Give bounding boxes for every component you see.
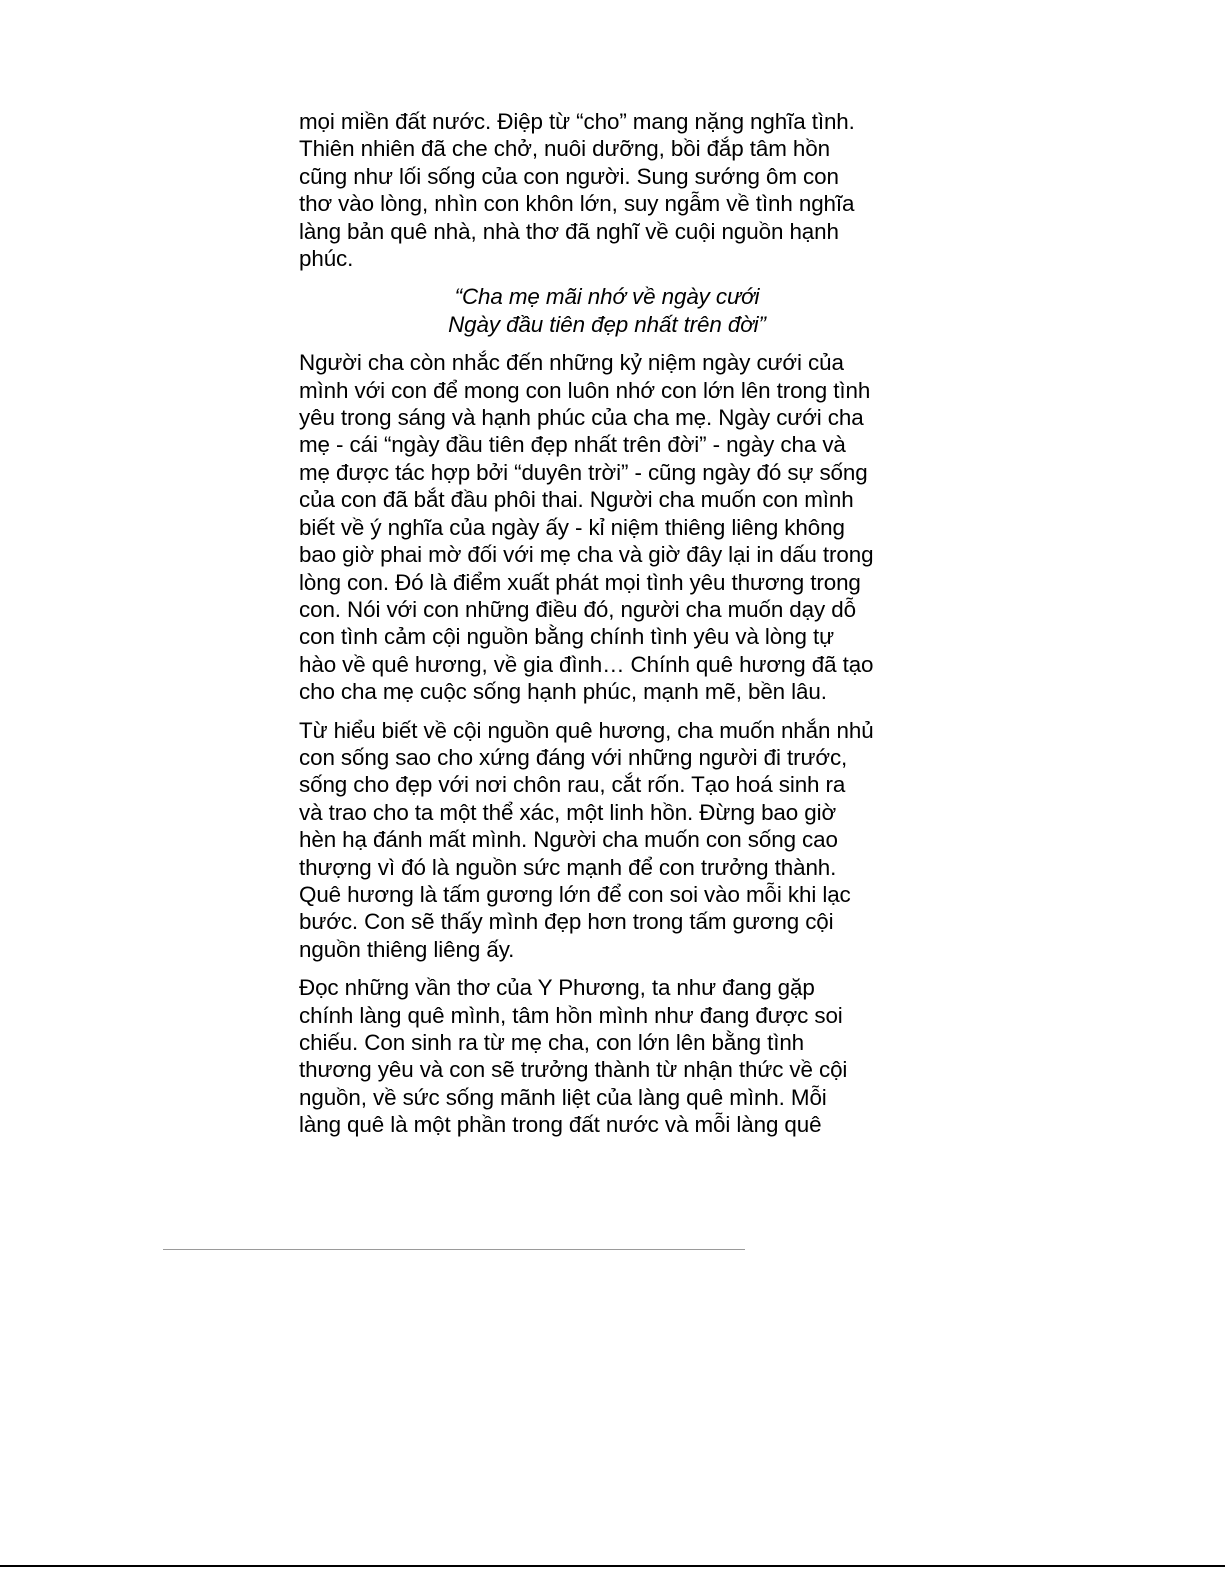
footnote-divider — [163, 1249, 745, 1250]
verse-quote: “Cha mẹ mãi nhớ về ngày cưới Ngày đầu tiên đẹp nhất trên đời” — [448, 284, 766, 337]
body-text — [299, 108, 927, 1150]
paragraph-2: Người cha còn nhắc đến những kỷ niệm ngày cưới của mình với con để mong con luôn nhớ con lớn lên trong tình yêu trong sáng và hạnh phúc của cha mẹ. Ngày cưới cha mẹ - cái “ngày đầu tiên đẹp nhất trên đời” - ngày cha và mẹ được tác hợp bởi “duyên trời” - cũng ngày đó sự sống của con đã bắt đầu phôi thai. Người cha muốn con mình biết về ý nghĩa của ngày ấy - kỉ niệm thiêng liêng không bao giờ phai mờ đối với mẹ cha và giờ đây lại in dấu trong lòng con. Đó là điểm xuất phát mọi tình yêu thương trong con. Nói với con những điều đó, người cha muốn dạy dỗ con tình cảm cội nguồn bằng chính tình yêu và lòng tự hào về quê hương, về gia đình… Chính quê hương đã tạo cho cha mẹ cuộc sống hạnh phúc, mạnh mẽ, bền lâu. — [299, 350, 874, 705]
paragraph-3: Từ hiểu biết về cội nguồn quê hương, cha muốn nhắn nhủ con sống sao cho xứng đáng với những người đi trước, sống cho đẹp với nơi chôn rau, cắt rốn. Tạo hoá sinh ra và trao cho ta một thể xác, một linh hồn. Đừng bao giờ hèn hạ đánh mất mình. Người cha muốn con sống cao thượng vì đó là nguồn sức mạnh để con trưởng thành. Quê hương là tấm gương lớn để con soi vào mỗi khi lạc bước. Con sẽ thấy mình đẹp hơn trong tấm gương cội nguồn thiêng liêng ấy. — [299, 717, 874, 962]
page-bottom-border — [0, 1565, 1225, 1567]
paragraph-1: mọi miền đất nước. Điệp từ “cho” mang nặng nghĩa tình. Thiên nhiên đã che chở, nuôi dưỡng, bồi đắp tâm hồn cũng như lối sống của con người. Sung sướng ôm con thơ vào lòng, nhìn con khôn lớn, suy ngẫm về tình nghĩa làng bản quê nhà, nhà thơ đã nghĩ về cuội nguồn hạnh phúc. — [299, 109, 855, 272]
paragraph-4: Đọc những vần thơ của Y Phương, ta như đang gặp chính làng quê mình, tâm hồn mình như đang được soi chiếu. Con sinh ra từ mẹ cha, con lớn lên bằng tình thương yêu và con sẽ trưởng thành từ nhận thức về cội nguồn, về sức sống mãnh liệt của làng quê mình. Mỗi làng quê là một phần trong đất nước và mỗi làng quê — [299, 975, 848, 1138]
